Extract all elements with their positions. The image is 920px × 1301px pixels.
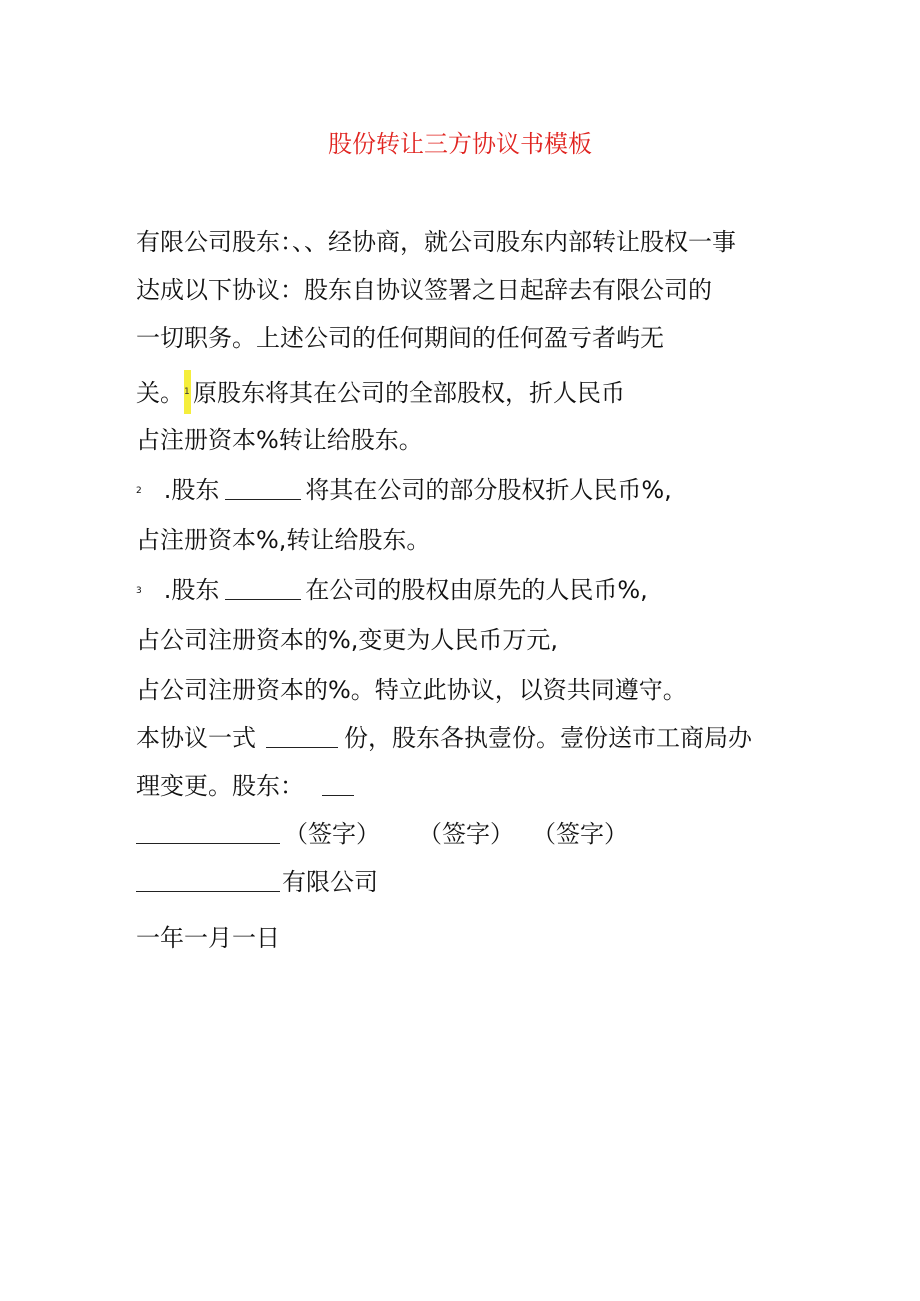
line-text: 原股东将其在公司的全部股权，折人民币 <box>193 379 625 407</box>
line-text: 有限公司股东：、、经协商，就公司股东内部转让股权一事 <box>136 228 736 256</box>
company-line <box>136 866 378 898</box>
signature-label-2: （签字） <box>418 820 514 848</box>
paragraph-line-3 <box>136 322 664 354</box>
highlight-mark <box>184 370 191 414</box>
line-lead: 本协议一式 <box>136 724 256 752</box>
paragraph-line-7 <box>136 524 430 556</box>
paragraph-line-1 <box>136 226 736 258</box>
line-text: 理变更。股东： <box>136 772 304 800</box>
line-prefix: 关。 <box>136 379 184 407</box>
line-text: 占公司注册资本的%。特立此协议，以资共同遵守。 <box>136 676 687 704</box>
paragraph-line-11 <box>136 722 752 754</box>
list-item-3 <box>136 574 648 606</box>
paragraph-line-9 <box>136 624 558 656</box>
line-text: 份，股东各执壹份。壹份送市工商局办 <box>344 724 752 752</box>
list-item-2 <box>136 474 672 506</box>
document-title: 股份转让三方协议书模板 <box>328 130 592 158</box>
list-marker-1: 1 <box>184 387 190 397</box>
list-marker-3: 3 <box>136 585 142 596</box>
paragraph-line-4 <box>136 370 625 414</box>
line-text: 将其在公司的部分股权折人民币%, <box>305 476 672 504</box>
paragraph-line-10 <box>136 674 687 706</box>
line-text: 一切职务。上述公司的任何期间的任何盈亏者屿无 <box>136 324 664 352</box>
line-text: 有限公司 <box>282 868 378 896</box>
blank-field <box>225 575 301 600</box>
signature-blank-field <box>136 819 280 844</box>
line-text: 达成以下协议：股东自协议签署之日起辞去有限公司的 <box>136 276 712 304</box>
paragraph-line-5 <box>136 424 423 456</box>
shareholder-blank-field <box>322 771 354 796</box>
signature-row <box>136 818 628 850</box>
company-blank-field <box>136 867 280 892</box>
signature-label-3: （签字） <box>532 820 628 848</box>
date-text: 一年一月一日 <box>136 924 280 952</box>
list-marker-2: 2 <box>136 485 142 496</box>
paragraph-line-12 <box>136 770 354 802</box>
copies-blank-field <box>266 723 338 748</box>
line-lead: .股东 <box>163 476 220 504</box>
line-lead: .股东 <box>163 576 220 604</box>
date-line <box>136 922 280 954</box>
line-text: 占公司注册资本的%,变更为人民币万元, <box>136 626 559 654</box>
line-text: 占注册资本%转让给股东。 <box>136 426 423 454</box>
paragraph-line-2 <box>136 274 712 306</box>
line-text: 占注册资本%,转让给股东。 <box>136 526 431 554</box>
line-text: 在公司的股权由原先的人民币%, <box>305 576 648 604</box>
signature-label-1: （签字） <box>284 820 380 848</box>
blank-field <box>225 475 301 500</box>
